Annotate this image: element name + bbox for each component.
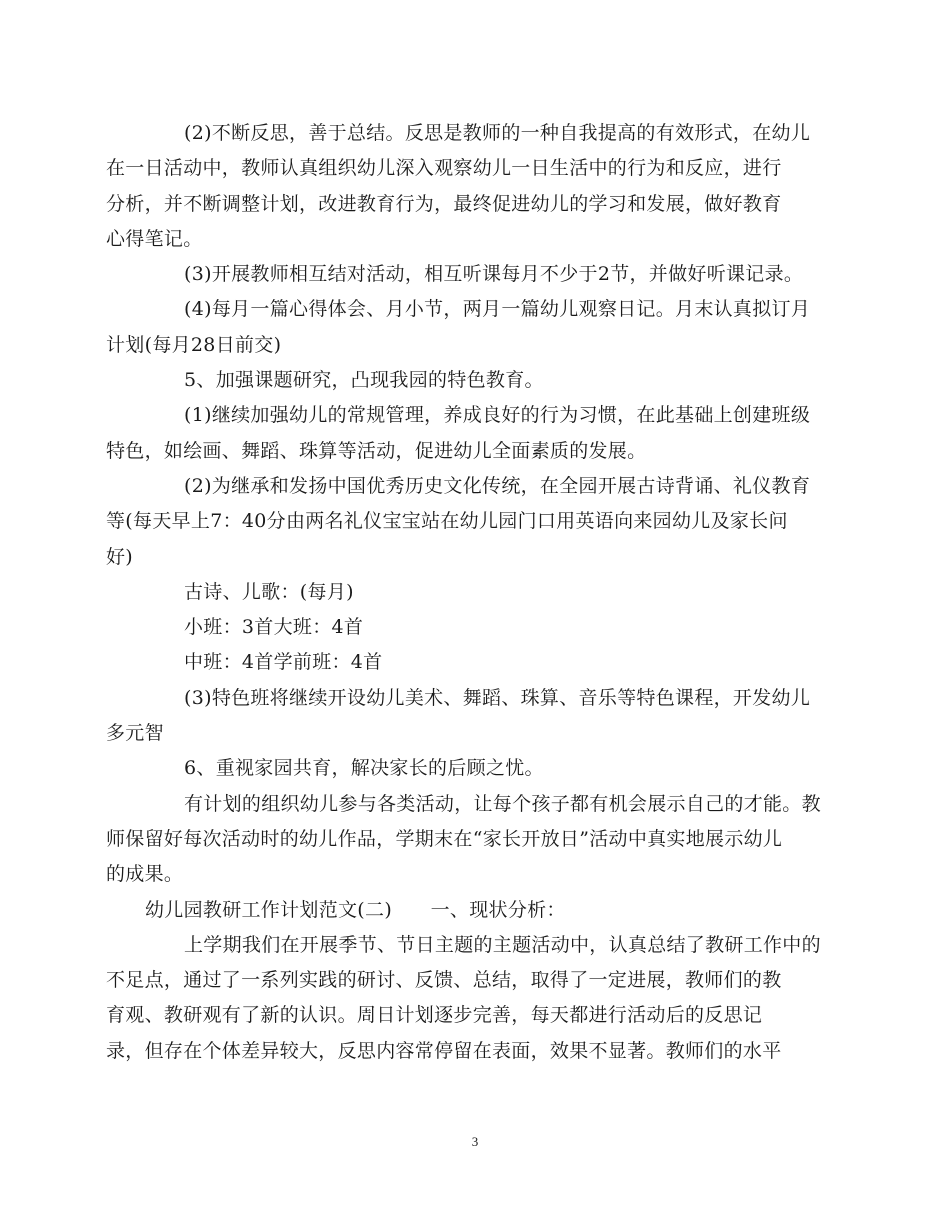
- text-line: 古诗、儿歌：(每月): [184, 580, 354, 603]
- page-number: 3: [471, 1134, 479, 1149]
- text-line: 中班：4首学前班：4首: [184, 651, 383, 674]
- text-line: 的成果。: [106, 863, 184, 886]
- document-body: [106, 116, 821, 1069]
- paragraph: [145, 257, 810, 292]
- text-line: 幼儿园教研工作计划范文(二) 一、现状分析：: [145, 898, 566, 921]
- paragraph: [106, 292, 811, 363]
- section-heading: [145, 363, 810, 398]
- text-line: (3)开展教师相互结对活动，相互听课每月不少于2节，并做好听课记录。: [184, 263, 804, 286]
- text-line: 有计划的组织幼儿参与各类活动，让每个孩子都有机会展示自己的才能。教: [184, 792, 821, 815]
- text-line: 育观、教研观有了新的认识。周日计划逐步完善，每天都进行活动后的反思记: [106, 1004, 763, 1027]
- document-subtitle: [145, 893, 810, 928]
- text-line: 多元智: [106, 722, 164, 745]
- paragraph: [106, 681, 811, 752]
- paragraph: [145, 575, 810, 610]
- text-line: 分析，并不断调整计划，改进教育行为，最终促进幼儿的学习和发展，做好教育: [106, 192, 782, 215]
- text-line: (4)每月一篇心得体会、月小节，两月一篇幼儿观察日记。月末认真拟订月: [184, 298, 811, 321]
- text-line: 好): [106, 545, 134, 568]
- text-line: 不足点，通过了一系列实践的研讨、反馈、总结，取得了一定进展，教师们的教: [106, 969, 782, 992]
- text-line: (2)为继承和发扬中国优秀历史文化传统，在全园开展古诗背诵、礼仪教育: [184, 474, 811, 497]
- paragraph: [106, 469, 811, 575]
- text-line: (3)特色班将继续开设幼儿美术、舞蹈、珠算、音乐等特色课程，开发幼儿: [184, 686, 811, 709]
- text-line: 计划(每月28日前交): [106, 333, 282, 356]
- text-line: 特色，如绘画、舞蹈、珠算等活动，促进幼儿全面素质的发展。: [106, 439, 647, 462]
- text-line: (1)继续加强幼儿的常规管理，养成良好的行为习惯，在此基础上创建班级: [184, 404, 811, 427]
- text-line: 师保留好每次活动时的幼儿作品，学期末在“家长开放日”活动中真实地展示幼儿: [106, 827, 783, 850]
- text-line: 6、重视家园共育，解决家长的后顾之忧。: [184, 757, 544, 780]
- text-line: 等(每天早上7：40分由两名礼仪宝宝站在幼儿园门口用英语向来园幼儿及家长问: [106, 510, 788, 533]
- paragraph: [106, 116, 811, 257]
- text-line: 心得笔记。: [106, 227, 203, 250]
- paragraph: [106, 398, 811, 469]
- text-line: 录，但存在个体差异较大，反思内容常停留在表面，效果不显著。教师们的水平: [106, 1039, 782, 1062]
- section-heading: [145, 751, 810, 786]
- text-line: (2)不断反思，善于总结。反思是教师的一种自我提高的有效形式，在幼儿: [184, 122, 811, 144]
- text-line: 5、加强课题研究，凸现我园的特色教育。: [184, 369, 544, 392]
- paragraph: [106, 928, 821, 1069]
- paragraph: [145, 645, 810, 680]
- text-line: 在一日活动中，教师认真组织幼儿深入观察幼儿一日生活中的行为和反应，进行: [106, 157, 782, 180]
- text-line: 上学期我们在开展季节、节日主题的主题活动中，认真总结了教研工作中的: [184, 933, 821, 956]
- text-line: 小班：3首大班：4首: [184, 616, 364, 639]
- paragraph: [145, 610, 810, 645]
- paragraph: [106, 787, 821, 893]
